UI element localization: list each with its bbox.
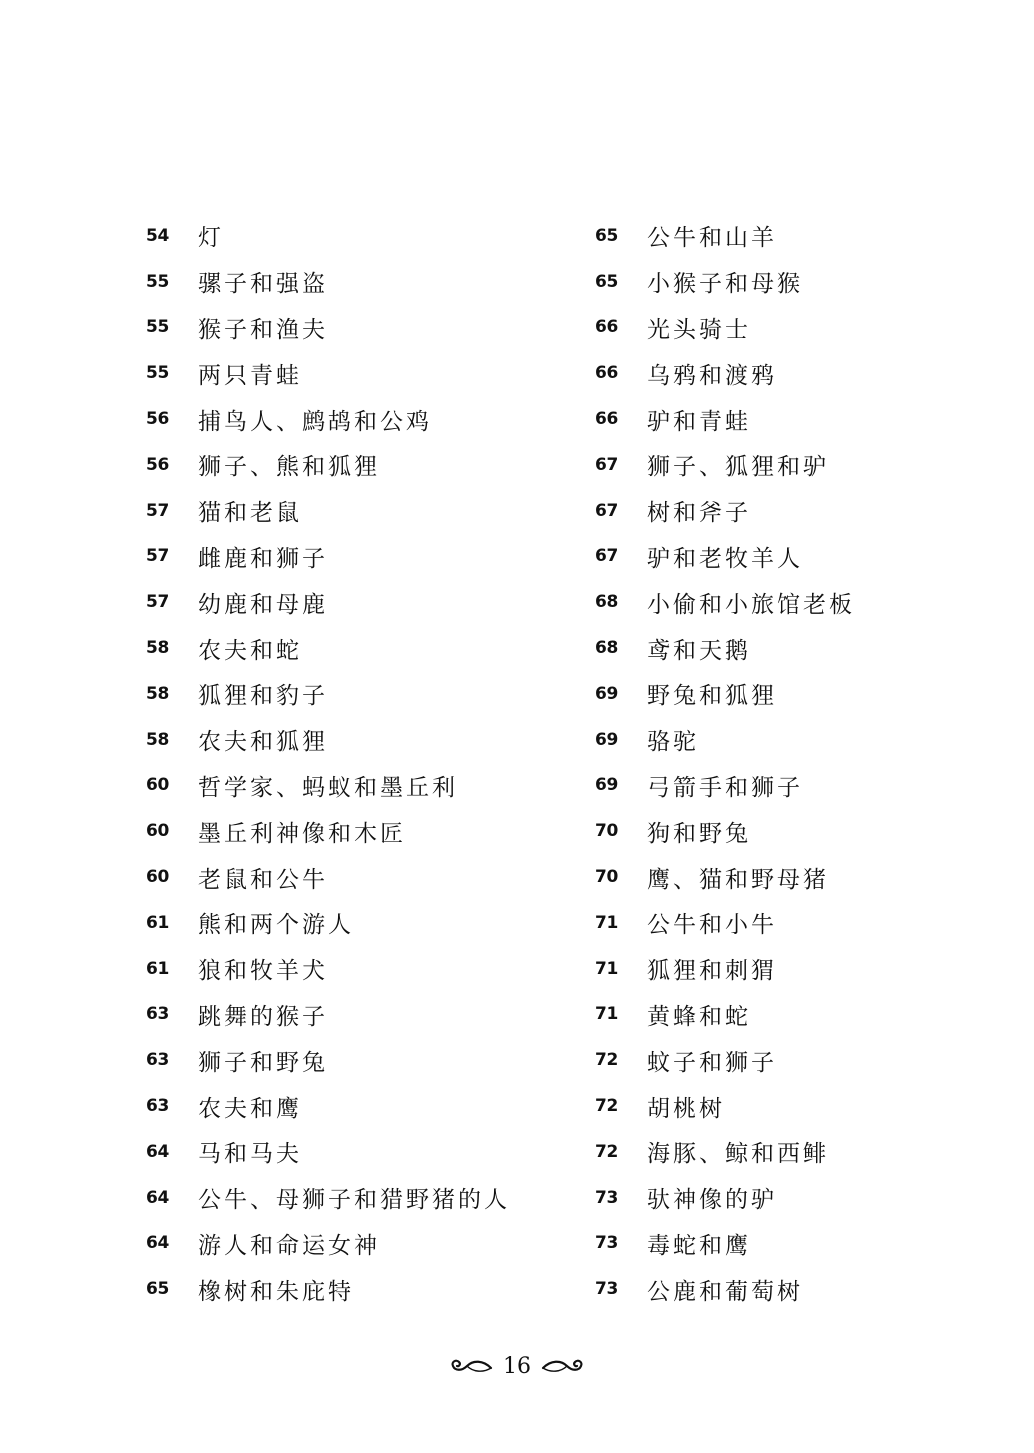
entry-title: 驴和老牧羊人 [647,545,803,572]
entry-title: 公牛和山羊 [647,225,777,252]
swirl-ornament-left-icon [449,1356,493,1376]
toc-entry [146,534,586,580]
entry-page-number: 64 [146,1141,170,1162]
toc-entry [146,1083,586,1129]
entry-title: 狗和野兔 [647,820,751,847]
toc-entry [146,213,586,259]
toc-entry [146,992,586,1038]
entry-page-number: 63 [146,1050,170,1071]
entry-title: 鹰、猫和野母猪 [647,866,829,893]
toc-entry [146,625,586,671]
entry-title: 驴和青蛙 [647,408,751,435]
toc-entry [146,579,586,625]
entry-page-number: 66 [595,317,619,338]
entry-page-number: 60 [146,821,170,842]
toc-entry [146,671,586,717]
entry-title: 鸢和天鹅 [647,637,751,664]
entry-page-number: 66 [595,363,619,384]
toc-entry [595,1037,1034,1083]
toc-entry [146,1129,586,1175]
entry-title: 游人和命运女神 [198,1232,380,1259]
entry-page-number: 68 [595,638,619,659]
entry-title: 小偷和小旅馆老板 [647,591,855,618]
toc-entry [146,442,586,488]
entry-title: 公牛、母狮子和猎野猪的人 [198,1187,510,1214]
toc-entry [146,1221,586,1267]
entry-title: 幼鹿和母鹿 [198,591,328,618]
entry-title: 农夫和鹰 [198,1095,302,1122]
toc-entry [595,900,1034,946]
toc-entry [595,1175,1034,1221]
entry-page-number: 66 [595,409,619,430]
entry-page-number: 69 [595,683,619,704]
toc-entry [146,717,586,763]
toc-entry [595,808,1034,854]
entry-title: 野兔和狐狸 [647,683,777,710]
entry-page-number: 67 [595,546,619,567]
table-of-contents [0,213,1034,1313]
entry-title: 骡子和强盗 [198,271,328,298]
toc-entry [146,1175,586,1221]
entry-page-number: 72 [595,1141,619,1162]
entry-page-number: 57 [146,500,170,521]
entry-title: 乌鸦和渡鸦 [647,362,777,389]
entry-title: 黄蜂和蛇 [647,1003,751,1030]
entry-title: 农夫和狐狸 [198,729,328,756]
entry-page-number: 67 [595,500,619,521]
entry-page-number: 67 [595,454,619,475]
toc-entry [146,488,586,534]
entry-page-number: 70 [595,821,619,842]
entry-page-number: 65 [595,271,619,292]
toc-entry [595,1083,1034,1129]
entry-title: 海豚、鲸和西鲱 [647,1141,829,1168]
toc-entry [595,396,1034,442]
entry-page-number: 57 [146,592,170,613]
entry-title: 骆驼 [647,729,699,756]
entry-page-number: 72 [595,1096,619,1117]
entry-page-number: 71 [595,958,619,979]
toc-entry [595,946,1034,992]
entry-title: 狮子、熊和狐狸 [198,454,380,481]
entry-title: 树和斧子 [647,500,751,527]
entry-title: 狮子、狐狸和驴 [647,454,829,481]
entry-title: 狼和牧羊犬 [198,958,328,985]
entry-page-number: 54 [146,225,170,246]
entry-page-number: 73 [595,1233,619,1254]
toc-entry [595,259,1034,305]
swirl-ornament-right-icon [541,1356,585,1376]
toc-entry [595,305,1034,351]
entry-title: 毒蛇和鹰 [647,1232,751,1259]
entry-page-number: 69 [595,775,619,796]
toc-entry [146,259,586,305]
entry-page-number: 63 [146,1004,170,1025]
entry-page-number: 58 [146,638,170,659]
toc-entry [146,946,586,992]
entry-page-number: 65 [595,225,619,246]
toc-entry [146,854,586,900]
entry-page-number: 58 [146,683,170,704]
entry-page-number: 58 [146,729,170,750]
entry-page-number: 72 [595,1050,619,1071]
toc-entry [146,808,586,854]
entry-page-number: 55 [146,317,170,338]
entry-title: 胡桃树 [647,1095,725,1122]
entry-page-number: 56 [146,454,170,475]
toc-right-column [595,213,1034,1312]
entry-title: 公牛和小牛 [647,912,777,939]
entry-page-number: 60 [146,775,170,796]
entry-title: 猴子和渔夫 [198,316,328,343]
entry-page-number: 60 [146,867,170,888]
toc-entry [146,1037,586,1083]
entry-page-number: 69 [595,729,619,750]
entry-title: 公鹿和葡萄树 [647,1278,803,1305]
toc-entry [146,900,586,946]
entry-title: 蚊子和狮子 [647,1049,777,1076]
toc-entry [146,1266,586,1312]
toc-entry [146,396,586,442]
toc-entry [595,854,1034,900]
entry-page-number: 65 [146,1279,170,1300]
entry-title: 弓箭手和狮子 [647,774,803,801]
entry-page-number: 64 [146,1233,170,1254]
entry-title: 跳舞的猴子 [198,1003,328,1030]
toc-entry [595,717,1034,763]
entry-title: 狐狸和刺猬 [647,958,777,985]
entry-title: 熊和两个游人 [198,912,354,939]
entry-page-number: 73 [595,1187,619,1208]
toc-entry [595,763,1034,809]
entry-title: 老鼠和公牛 [198,866,328,893]
toc-entry [595,1221,1034,1267]
entry-page-number: 63 [146,1096,170,1117]
entry-page-number: 71 [595,912,619,933]
entry-title: 灯 [198,225,224,252]
entry-title: 驮神像的驴 [647,1187,777,1214]
toc-entry [595,1129,1034,1175]
entry-title: 马和马夫 [198,1141,302,1168]
entry-title: 雌鹿和狮子 [198,545,328,572]
entry-page-number: 57 [146,546,170,567]
entry-page-number: 56 [146,409,170,430]
toc-entry [595,579,1034,625]
entry-title: 墨丘利神像和木匠 [198,820,406,847]
entry-page-number: 61 [146,958,170,979]
toc-entry [595,625,1034,671]
page-footer [0,1346,1034,1386]
toc-entry [595,350,1034,396]
entry-title: 农夫和蛇 [198,637,302,664]
entry-page-number: 68 [595,592,619,613]
toc-entry [595,442,1034,488]
entry-title: 狐狸和豹子 [198,683,328,710]
entry-page-number: 55 [146,271,170,292]
entry-title: 狮子和野兔 [198,1049,328,1076]
page-number: 16 [503,1353,531,1379]
toc-entry [595,992,1034,1038]
toc-entry [595,534,1034,580]
entry-page-number: 73 [595,1279,619,1300]
entry-page-number: 64 [146,1187,170,1208]
entry-title: 小猴子和母猴 [647,271,803,298]
toc-entry [595,488,1034,534]
entry-title: 橡树和朱庇特 [198,1278,354,1305]
entry-title: 猫和老鼠 [198,500,302,527]
entry-page-number: 61 [146,912,170,933]
entry-page-number: 55 [146,363,170,384]
entry-page-number: 70 [595,867,619,888]
entry-title: 哲学家、蚂蚁和墨丘利 [198,774,458,801]
toc-entry [595,213,1034,259]
entry-page-number: 71 [595,1004,619,1025]
entry-title: 光头骑士 [647,316,751,343]
entry-title: 两只青蛙 [198,362,302,389]
toc-entry [595,1266,1034,1312]
toc-left-column [146,213,586,1312]
entry-title: 捕鸟人、鹧鸪和公鸡 [198,408,432,435]
toc-entry [146,350,586,396]
toc-entry [595,671,1034,717]
toc-entry [146,305,586,351]
toc-entry [146,763,586,809]
